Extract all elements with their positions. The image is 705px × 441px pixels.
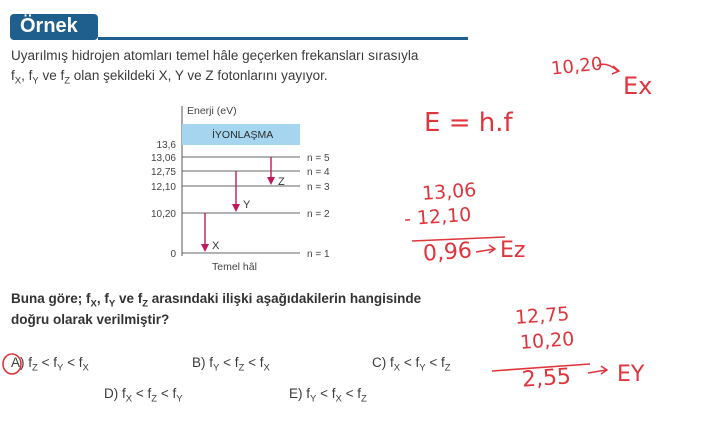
example-badge-label: Örnek [20,15,78,37]
option-b[interactable]: B) $f_Y < f_Z < f_X$ [192,355,270,374]
option-d-letter: D) [104,386,119,401]
option-e[interactable]: E) $f_Y < f_X < f_Z$ [289,386,367,405]
option-c-letter: C) [372,355,387,370]
hand-top-value: 10,20 [550,53,604,80]
option-a-letter: A) [11,355,25,370]
hand-calc2-b: 10,20 [519,328,576,354]
level-energy-label: 10,20 [150,209,176,220]
level-energy-label: 13,06 [150,153,176,164]
hand-formula: E = h.f [424,108,513,138]
level-energy-label: 13,6 [156,140,176,151]
level-energy-label: 12,10 [150,182,176,193]
hand-calc1-b: - 12,10 [403,203,472,231]
question-line-1: Buna göre; $f_X$, $f_Y$ ve $f_Z$ arasındaki ilişki aşağıdakilerin hangisinde [11,291,422,310]
hand-calc1-label: Ez [500,238,526,263]
label-y: Y [243,199,251,211]
answer-circle [3,354,21,374]
question-line-1-rest: arasındaki ilişki aşağıdakilerin hangisinde [148,291,422,306]
level-energy-label: 12,75 [150,167,176,178]
option-b-letter: B) [192,355,206,370]
level-n-label: n = 4 [307,167,330,178]
level-n-label: n = 2 [307,209,330,220]
level-n-label: n = 5 [307,153,330,164]
hand-calc1-a: 13,06 [421,179,478,205]
problem-line-2-rest: olan şekildeki X, Y ve Z fotonlarını yayıyor. [70,68,328,83]
ground-state-label: Temel hâl [212,261,257,273]
label-z: Z [278,176,285,188]
problem-line-2: $f_X$, $f_Y$ ve $f_Z$ olan şekildeki X, Y ve Z fotonlarını yayıyor. [11,68,328,87]
hand-calc1-result: 0,96 [422,238,473,267]
diagram-axis-title: Enerji (eV) [187,105,237,117]
option-d[interactable]: D) $f_X < f_Z < f_Y$ [104,386,183,405]
level-n-label: n = 1 [307,249,330,260]
ionization-label: İYONLAŞMA [212,129,274,141]
level-n-label: n = 3 [307,182,330,193]
problem-line-1: Uyarılmış hidrojen atomları temel hâle geçerken frekansları sırasıyla [11,48,419,63]
option-e-letter: E) [289,386,303,401]
label-x: X [212,240,220,252]
level-energy-label: 0 [170,249,176,260]
option-c[interactable]: C) $f_X < f_Y < f_Z$ [372,355,451,374]
question-line-2: doğru olarak verilmiştir? [11,312,170,327]
hand-calc2-result: 2,55 [521,364,572,393]
hand-calc2-a: 12,75 [514,303,571,329]
hand-top-result: Ex [623,72,653,100]
option-a[interactable]: A) $f_Z < f_Y < f_X$ [11,355,89,374]
hand-calc2-label: EY [617,362,645,387]
